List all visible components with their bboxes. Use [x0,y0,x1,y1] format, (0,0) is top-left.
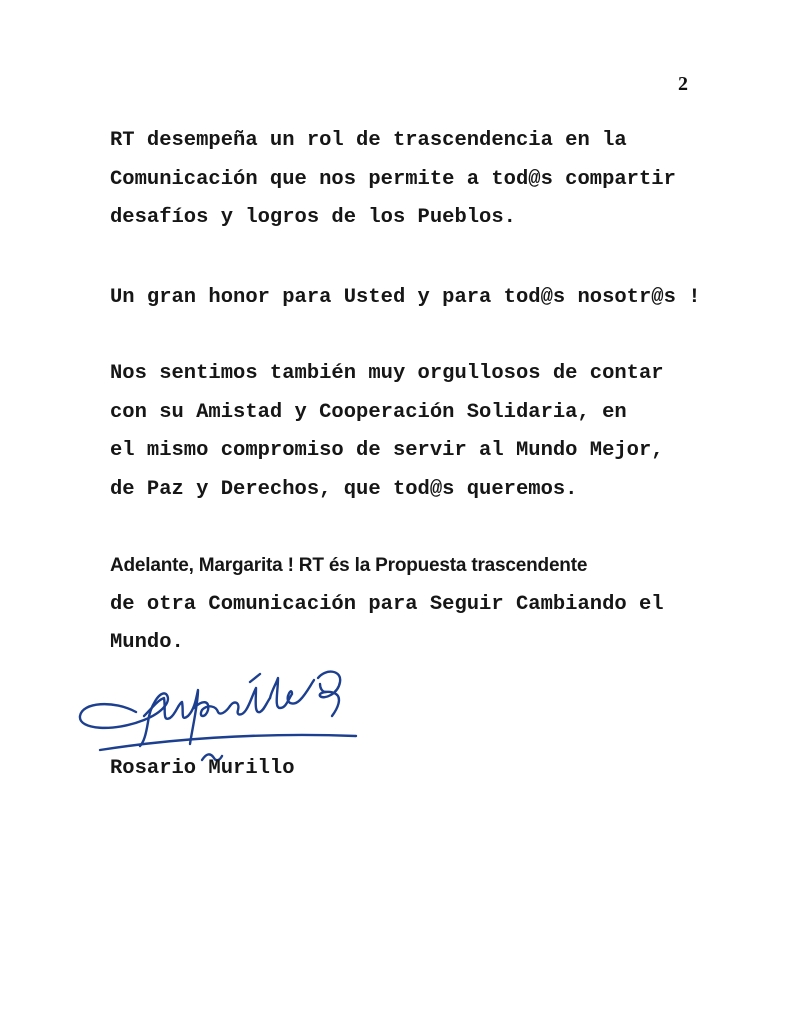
paragraph-line: de Paz y Derechos, que tod@s queremos. [110,478,578,502]
paragraph-line: de otra Comunicación para Seguir Cambiando el [110,592,664,616]
paragraph-friendship [110,355,690,510]
paragraph-rt-role [110,122,690,238]
paragraph-honor [110,279,701,318]
paragraph-line: el mismo compromiso de servir al Mundo Mejor, [110,439,664,463]
paragraph-line: Mundo. [110,631,184,655]
paragraph-line: Adelante, Margarita ! RT és la Propuesta trascendente [110,555,588,576]
page-number: 2 [678,73,688,95]
paragraph-line: Nos sentimos también muy orgullosos de contar [110,362,664,385]
paragraph-line: desafíos y logros de los Pueblos. [110,206,516,230]
paragraph-line: Comunicación que nos permite a tod@s compartir [110,167,676,191]
paragraph-line: con su Amistad y Cooperación Solidaria, en [110,400,627,424]
paragraph-line: RT desempeña un rol de trascendencia en la [110,129,627,152]
signer-name: Rosario Murillo [110,757,295,780]
paragraph-line: Un gran honor para Usted y para tod@s nosotr@s ! [110,286,701,309]
paragraph-closing [110,547,690,663]
